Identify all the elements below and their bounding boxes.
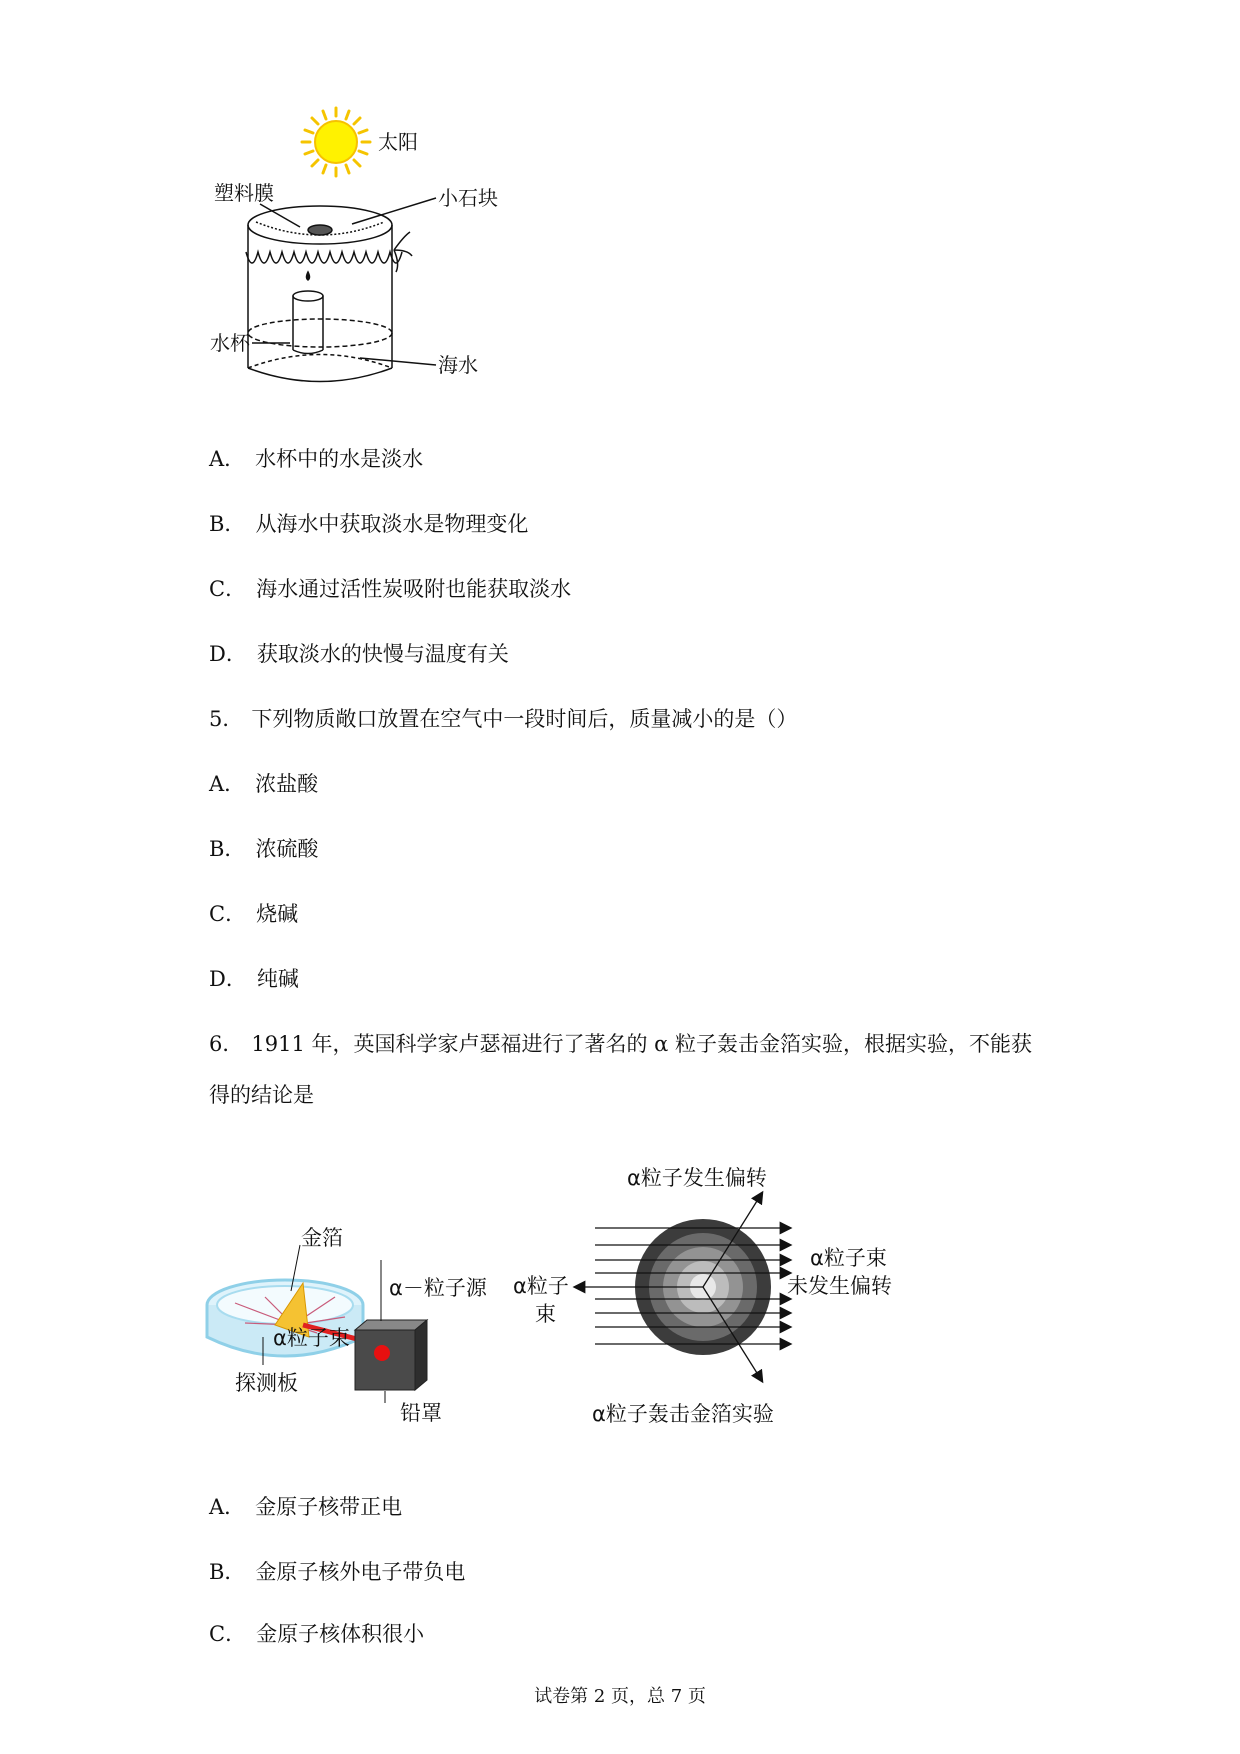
q6-option-b: B． 金原子核外电子带负电 (209, 1560, 466, 1584)
q5-option-a: A． 浓盐酸 (209, 772, 319, 796)
q6-option-a: A． 金原子核带正电 (209, 1495, 403, 1519)
beam-right-label-2: 未发生偏转 (787, 1274, 892, 1298)
beam-left-label-1: α粒子 (513, 1274, 569, 1298)
q4-option-c: C． 海水通过活性炭吸附也能获取淡水 (209, 577, 572, 601)
q4-option-d: D． 获取淡水的快慢与温度有关 (209, 642, 509, 666)
q5-option-b: B． 浓硫酸 (209, 837, 319, 861)
q4-option-b: B． 从海水中获取淡水是物理变化 (209, 512, 529, 536)
beam-left-label-2: 束 (535, 1302, 556, 1326)
cup-label: 水杯 (210, 331, 250, 355)
scattering-caption: α粒子轰击金箔实验 (592, 1402, 774, 1426)
detector-label: 探测板 (235, 1371, 298, 1395)
beam-right-label-1: α粒子束 (810, 1246, 887, 1270)
container-drawing (246, 198, 436, 382)
q4-option-a: A． 水杯中的水是淡水 (209, 447, 424, 471)
q6-stem-line1: 6． 1911 年，英国科学家卢瑟福进行了著名的 α 粒子轰击金箔实验，根据实验，不能获 (209, 1032, 1033, 1056)
stone-label: 小石块 (438, 186, 498, 210)
apparatus-figure (205, 1225, 505, 1425)
source-label: α－粒子源 (389, 1276, 487, 1300)
q6-stem-line2: 得的结论是 (209, 1083, 314, 1107)
q5-stem: 5． 下列物质敞口放置在空气中一段时间后，质量减小的是（） (209, 707, 798, 731)
lead-cover-label: 铅罩 (400, 1401, 442, 1425)
page-footer: 试卷第 2 页，总 7 页 (534, 1686, 706, 1707)
lead-cover-box (355, 1320, 427, 1390)
scattering-figure (505, 1155, 925, 1435)
seawater-label: 海水 (438, 353, 478, 377)
desalination-figure (200, 100, 540, 420)
q6-option-c: C． 金原子核体积很小 (209, 1622, 425, 1646)
film-label: 塑料膜 (214, 181, 274, 205)
gold-foil-label: 金箔 (301, 1226, 343, 1250)
q5-option-c: C． 烧碱 (209, 902, 299, 926)
beam-label: α粒子束 (273, 1326, 350, 1350)
sun-label: 太阳 (378, 130, 418, 154)
q5-option-d: D． 纯碱 (209, 967, 299, 991)
deflect-label: α粒子发生偏转 (627, 1166, 767, 1190)
sun-icon (302, 108, 370, 176)
